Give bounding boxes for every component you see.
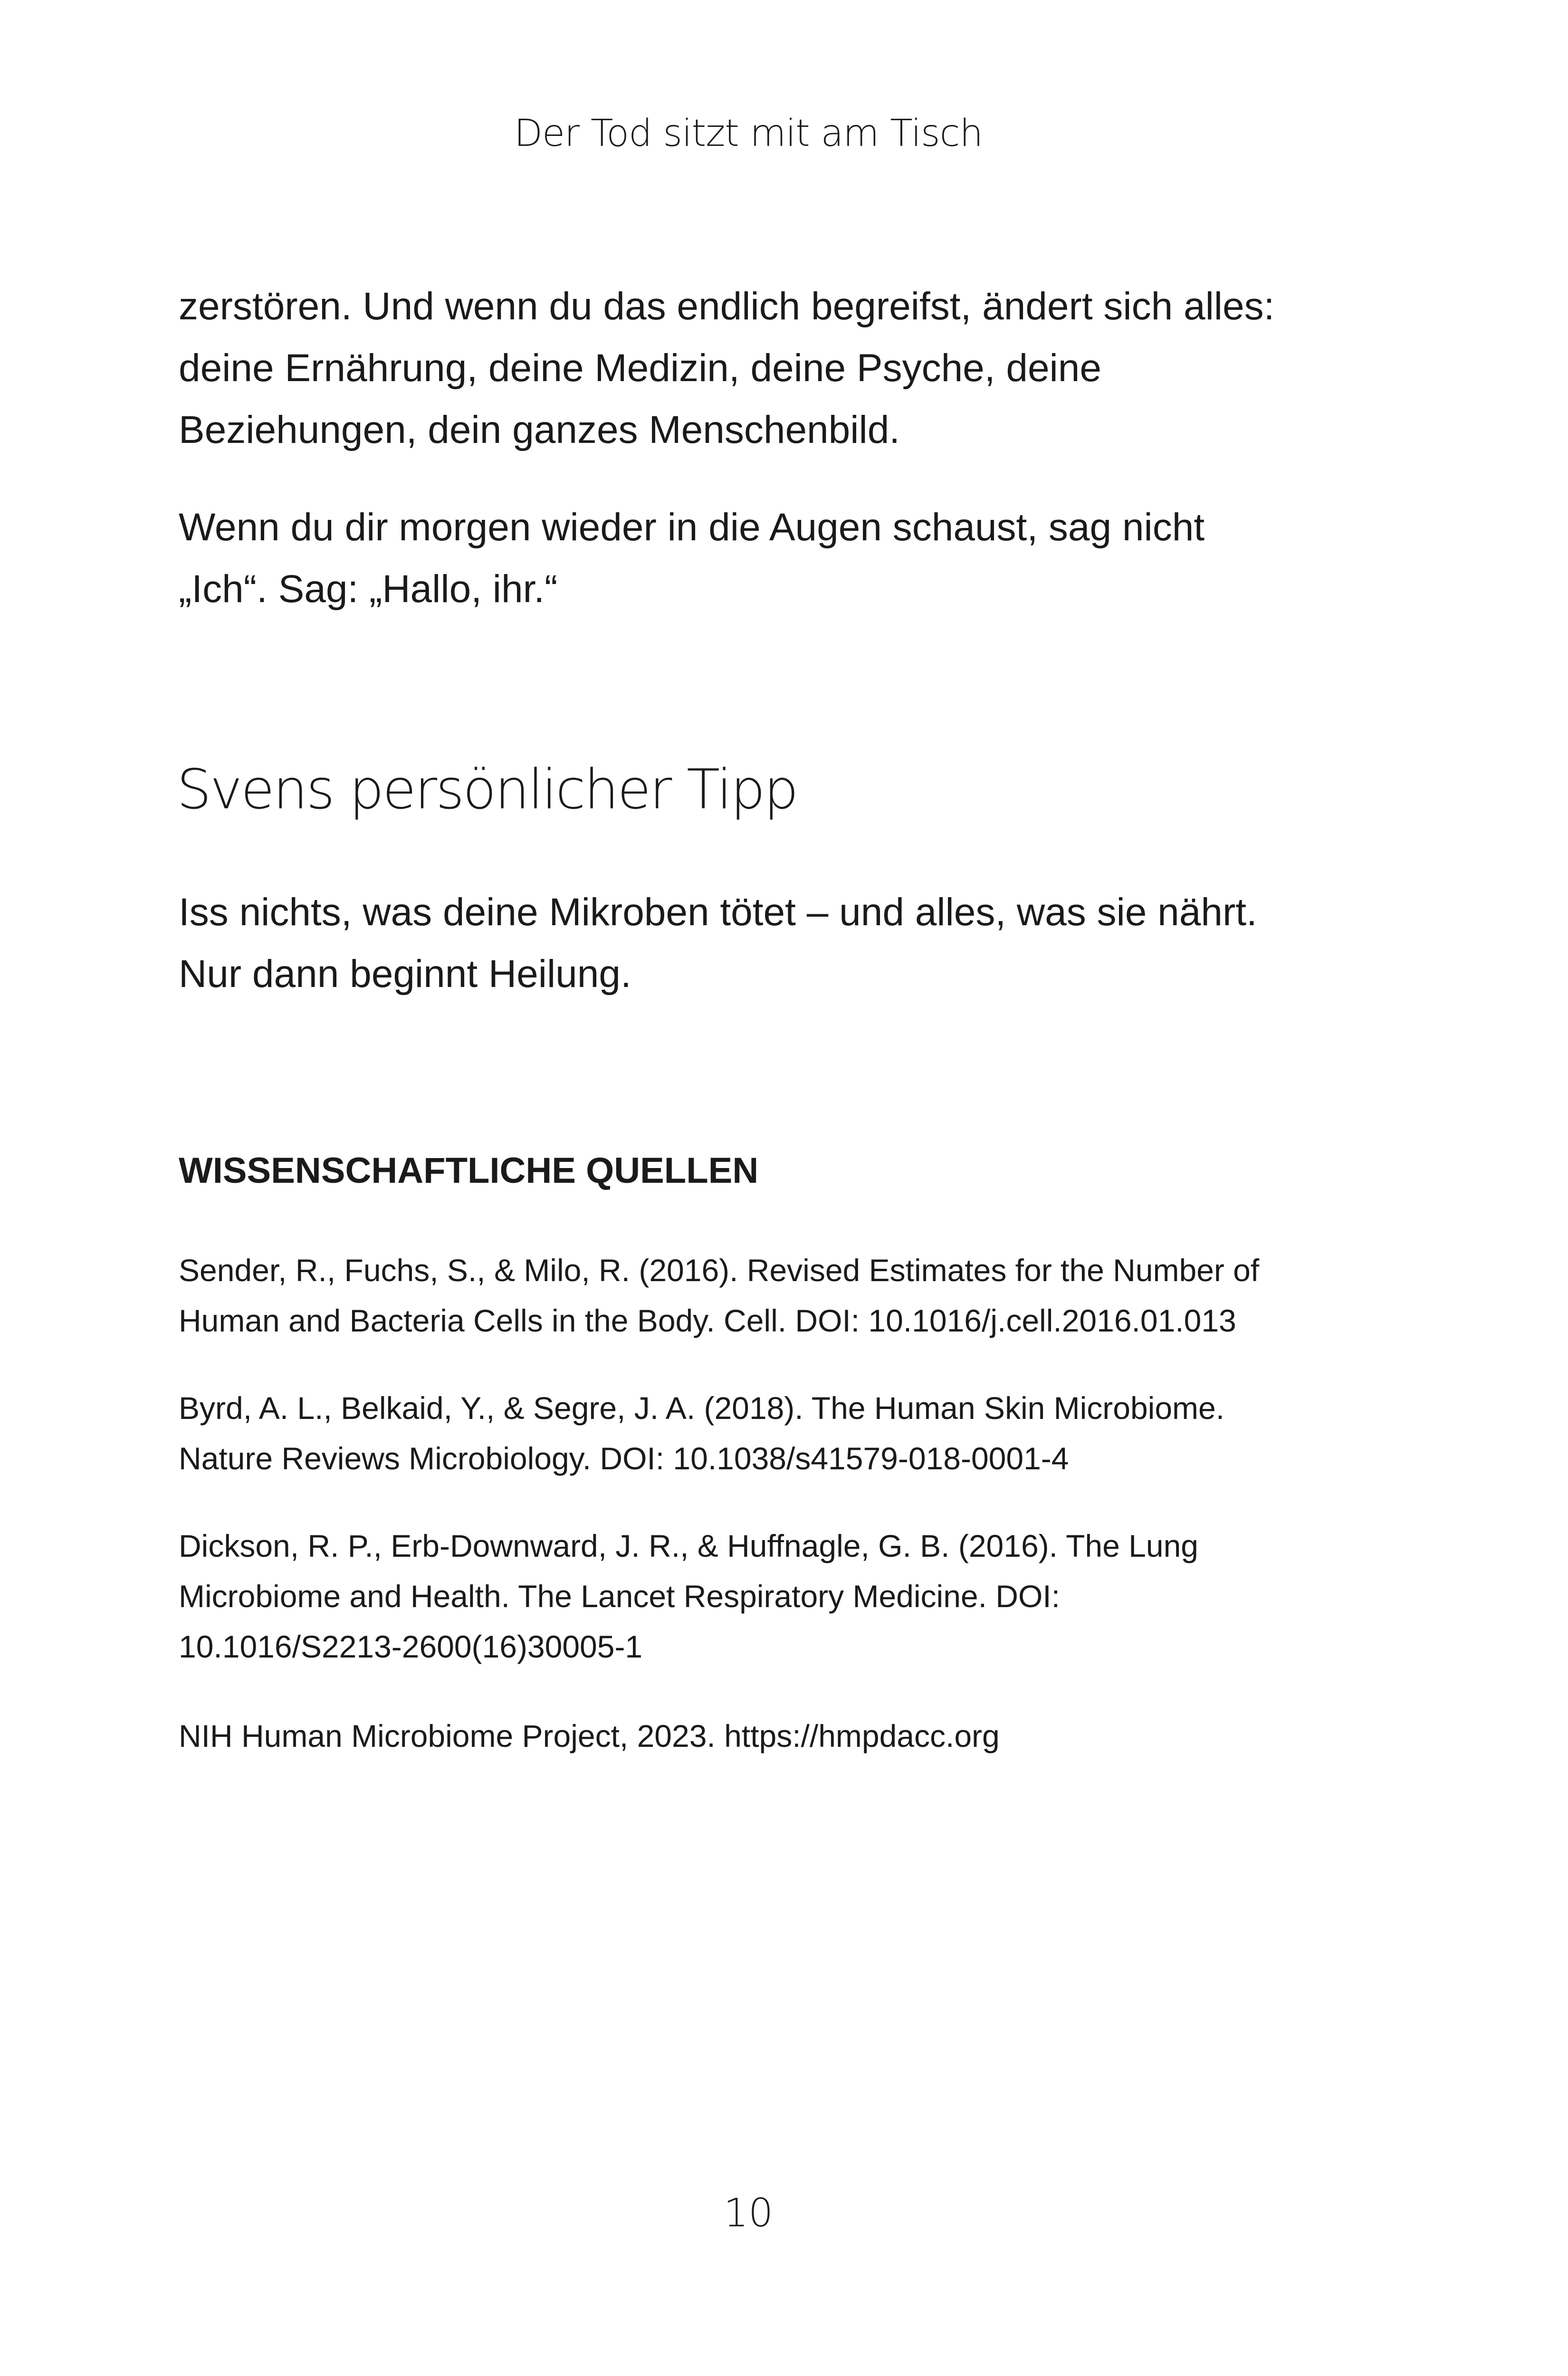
- tip-paragraph: [179, 881, 1367, 1005]
- running-header: Der Tod sitzt mit am Tisch: [514, 112, 983, 155]
- source-line: 10.1016/S2213-2600(16)30005-1: [179, 1629, 643, 1664]
- source-line: Nature Reviews Microbiology. DOI: 10.1038/s41579-018-0001-4: [179, 1441, 1069, 1476]
- body-paragraph: [179, 497, 1367, 620]
- page-number: 10: [723, 2191, 774, 2236]
- source-entry: [179, 1383, 1414, 1484]
- source-entry: [179, 1245, 1414, 1346]
- source-line: Sender, R., Fuchs, S., & Milo, R. (2016). Revised Estimates for the Number of: [179, 1253, 1260, 1288]
- text-line: Iss nichts, was deine Mikroben tötet – und alles, was sie nährt.: [179, 891, 1257, 934]
- source-line: Byrd, A. L., Belkaid, Y., & Segre, J. A. (2018). The Human Skin Microbiome.: [179, 1390, 1225, 1426]
- source-entry: [179, 1521, 1414, 1672]
- section-heading: Svens persönlicher Tipp: [177, 758, 797, 822]
- text-line: deine Ernährung, deine Medizin, deine Psyche, deine: [179, 346, 1101, 390]
- body-paragraph: [179, 276, 1367, 461]
- source-line: NIH Human Microbiome Project, 2023. https://hmpdacc.org: [179, 1718, 1000, 1753]
- text-line: Nur dann beginnt Heilung.: [179, 952, 631, 996]
- text-line: Beziehungen, dein ganzes Menschenbild.: [179, 408, 900, 451]
- source-entry: [179, 1711, 1414, 1761]
- text-line: zerstören. Und wenn du das endlich begreifst, ändert sich alles:: [179, 285, 1275, 328]
- source-line: Dickson, R. P., Erb-Downward, J. R., & Huffnagle, G. B. (2016). The Lung: [179, 1528, 1198, 1563]
- text-line: Wenn du dir morgen wieder in die Augen schaust, sag nicht: [179, 506, 1205, 549]
- text-line: „Ich“. Sag: „Hallo, ihr.“: [179, 567, 558, 611]
- sources-heading: WISSENSCHAFTLICHE QUELLEN: [179, 1150, 759, 1191]
- source-line: Microbiome and Health. The Lancet Respiratory Medicine. DOI:: [179, 1579, 1060, 1614]
- source-line: Human and Bacteria Cells in the Body. Cell. DOI: 10.1016/j.cell.2016.01.013: [179, 1303, 1236, 1338]
